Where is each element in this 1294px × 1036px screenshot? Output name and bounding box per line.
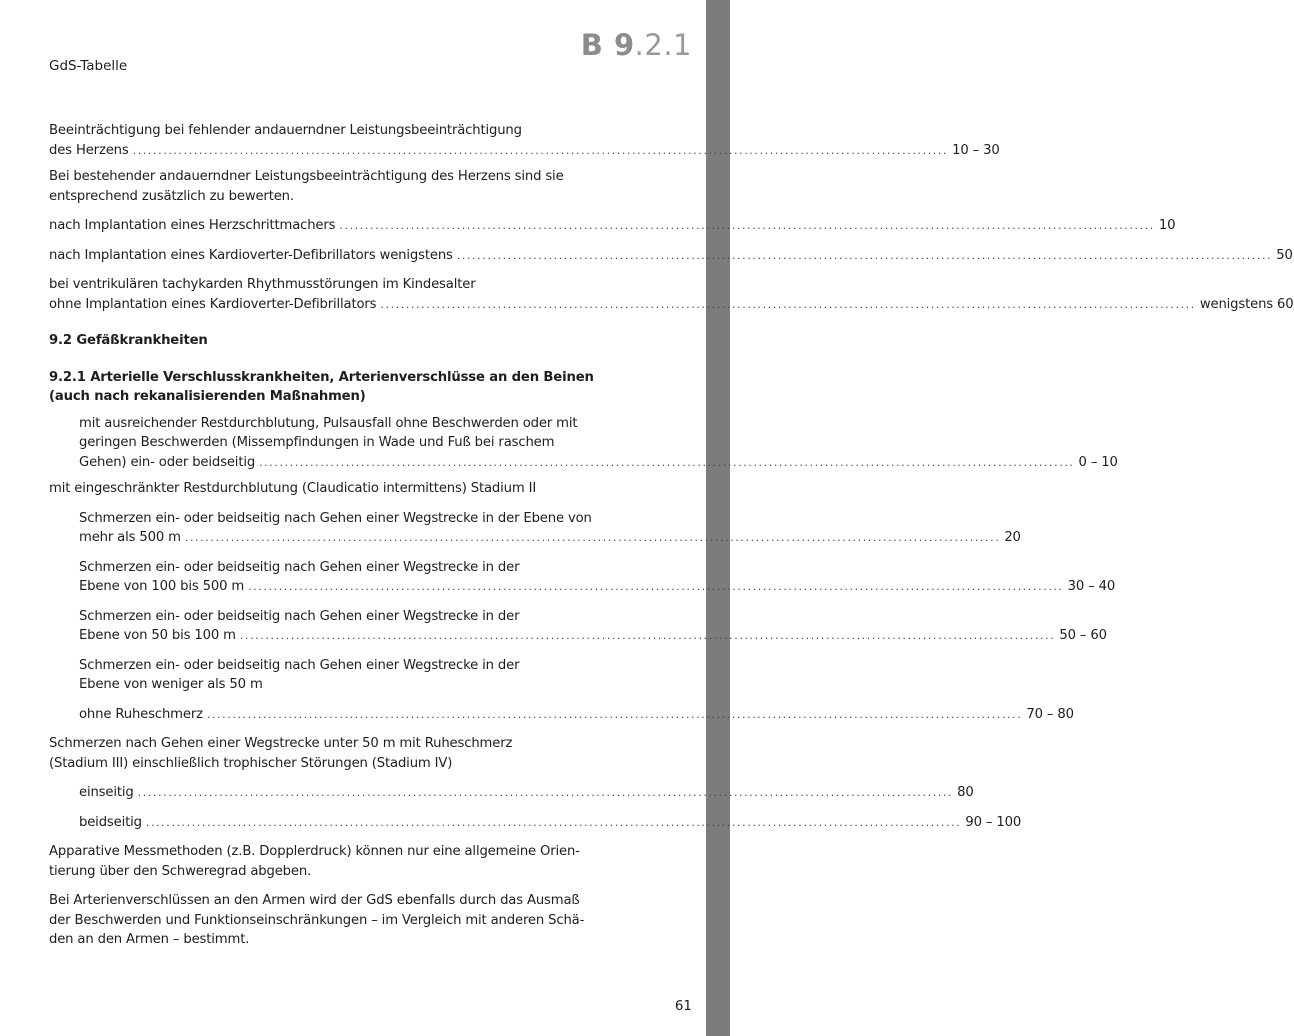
entry-label: beidseitig	[79, 814, 142, 830]
entry-einseitig	[49, 783, 974, 803]
paragraph-arme	[49, 891, 608, 950]
entry-text-line: bei ventrikulären tachykarden Rhythmusstörungen im Kindesalter	[49, 277, 476, 292]
gds-value: 70 – 80	[1026, 706, 1074, 722]
entry-ausreichende-durchblutung	[49, 414, 1118, 473]
paragraph-herz-bestehend	[49, 167, 608, 206]
gds-value: 30 – 40	[1067, 579, 1116, 594]
heading-line: 9.2.1 Arterielle Verschlusskrankheiten, Arterienverschlüsse an den Beinen	[49, 369, 594, 385]
section-code-rest: .2.1	[634, 28, 692, 62]
entry-text-line: mit ausreichender Restdurchblutung, Pulsausfall ohne Beschwerden oder mit	[79, 415, 578, 431]
leader-dots: ................................................................................................................................................................	[137, 786, 954, 799]
entry-ohne-ruheschmerz	[49, 705, 1074, 725]
leader-dots: ................................................................................................................................................................	[132, 143, 949, 157]
dotted-entry	[49, 295, 1294, 315]
section-heading-9-2: 9.2 Gefäßkrankheiten	[49, 333, 208, 348]
entry-weniger-50m	[49, 656, 608, 695]
entry-beidseitig	[49, 813, 1022, 833]
entry-label: ohne Implantation eines Kardioverter-Defibrillators	[49, 296, 377, 312]
document-body	[49, 121, 1294, 950]
paragraph-line: tierung über den Schweregrad abgeben.	[49, 863, 312, 879]
leader-dots: ................................................................................................................................................................	[380, 297, 1196, 311]
section-heading-9-2-1	[49, 368, 608, 407]
paragraph-line: Bei bestehender andauerndner Leistungsbeeinträchtigung des Herzens sind sie	[49, 169, 564, 184]
dotted-entry	[79, 453, 1118, 473]
entry-label: des Herzens	[49, 142, 129, 158]
gds-value: 90 – 100	[965, 814, 1022, 830]
leader-dots: ................................................................................................................................................................	[206, 707, 1023, 721]
entry-label: Gehen) ein- oder beidseitig	[79, 454, 256, 470]
leader-dots: ................................................................................................................................................................	[145, 815, 962, 829]
dotted-entry	[79, 626, 1107, 646]
paragraph-line: entsprechend zusätzlich zu bewerten.	[49, 188, 294, 204]
entry-label: mehr als 500 m	[79, 530, 181, 545]
gds-value: 50 – 60	[1059, 628, 1107, 643]
entry-label: nach Implantation eines Herzschrittmachers	[49, 218, 336, 233]
entry-mehr-500m	[49, 509, 1021, 548]
entry-text-line: Schmerzen ein- oder beidseitig nach Gehen einer Wegstrecke in der	[79, 608, 520, 624]
gds-value: 10 – 30	[952, 142, 1000, 158]
dotted-entry	[49, 141, 1000, 161]
entry-label: nach Implantation eines Kardioverter-Defibrillators wenigstens	[49, 247, 453, 263]
entry-label: Ebene von 100 bis 500 m	[79, 579, 245, 594]
stadium-ii-line: mit eingeschränkter Restdurchblutung (Claudicatio intermittens) Stadium II	[49, 481, 537, 496]
page-number: 61	[674, 998, 692, 1014]
gds-value: 10	[1158, 218, 1176, 233]
leader-dots: ................................................................................................................................................................	[248, 580, 1064, 593]
heading-line: (auch nach rekanalisierenden Maßnahmen)	[49, 389, 366, 404]
entry-text-line: geringen Beschwerden (Missempfindungen in Wade und Fuß bei raschem	[79, 435, 555, 450]
paragraph-messmethoden	[49, 842, 608, 881]
entry-kindesalter	[49, 275, 1294, 314]
paragraph-line: den an den Armen – bestimmt.	[49, 932, 250, 947]
page-header-title: GdS-Tabelle	[49, 58, 128, 74]
section-code	[581, 28, 692, 62]
entry-label: Ebene von 50 bis 100 m	[79, 628, 236, 643]
entry-text-line: Schmerzen nach Gehen einer Wegstrecke unter 50 m mit Ruheschmerz	[49, 736, 513, 751]
leader-dots: ................................................................................................................................................................	[259, 455, 1075, 469]
entry-text-line: Schmerzen ein- oder beidseitig nach Gehen einer Wegstrecke in der Ebene von	[79, 510, 592, 526]
paragraph-line: der Beschwerden und Funktionseinschränkungen – im Vergleich mit anderen Schä-	[49, 912, 585, 928]
leader-dots: ................................................................................................................................................................	[339, 219, 1155, 232]
entry-50-100m	[49, 607, 1107, 646]
entry-100-500m	[49, 558, 1116, 597]
gds-value: 20	[1004, 530, 1021, 545]
entry-defibrillator	[49, 246, 1293, 266]
entry-herz-fehlend	[49, 121, 1000, 160]
entry-label: einseitig	[79, 785, 134, 800]
gds-value: wenigstens 60	[1199, 296, 1294, 312]
leader-dots: ................................................................................................................................................................	[239, 629, 1056, 642]
paragraph-line: Apparative Messmethoden (z.B. Dopplerdruck) können nur eine allgemeine Orien-	[49, 844, 580, 859]
entry-text-line: Schmerzen ein- oder beidseitig nach Gehen einer Wegstrecke in der	[79, 559, 520, 575]
gds-value: 80	[957, 785, 974, 800]
entry-herzschrittmacher	[49, 216, 1176, 236]
gds-value: 0 – 10	[1078, 454, 1118, 470]
paragraph-line: Bei Arterienverschlüssen an den Armen wird der GdS ebenfalls durch das Ausmaß	[49, 893, 580, 908]
gds-value: 50	[1276, 247, 1293, 263]
dotted-entry	[79, 577, 1116, 597]
entry-text-line: Schmerzen ein- oder beidseitig nach Gehen einer Wegstrecke in der	[79, 657, 520, 673]
entry-ruheschmerz	[49, 734, 608, 773]
entry-label: ohne Ruheschmerz	[79, 706, 203, 722]
entry-text-line: Ebene von weniger als 50 m	[79, 677, 263, 692]
entry-text-line: (Stadium III) einschließlich trophischer Störungen (Stadium IV)	[49, 755, 453, 771]
leader-dots: ................................................................................................................................................................	[184, 531, 1001, 544]
section-code-bold: B 9	[580, 28, 635, 62]
dotted-entry	[79, 528, 1021, 548]
entry-text-line: Beeinträchtigung bei fehlender andauerndner Leistungsbeeinträchtigung	[49, 123, 522, 138]
leader-dots: ................................................................................................................................................................	[456, 248, 1273, 262]
